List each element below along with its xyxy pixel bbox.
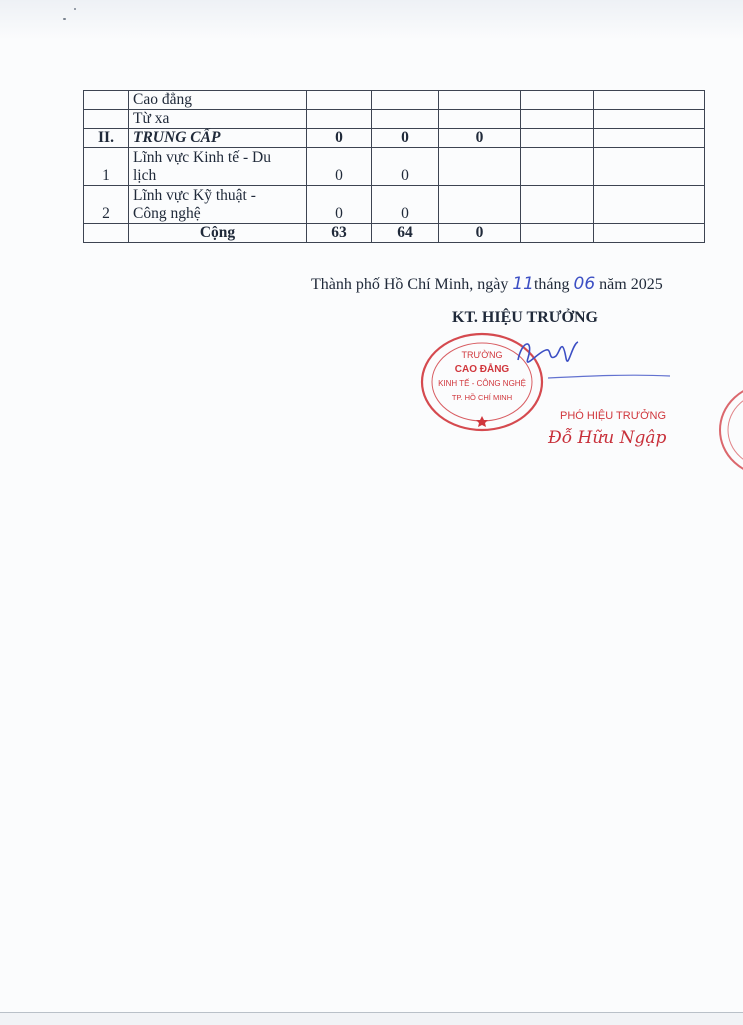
date-line: [311, 274, 663, 294]
total-value: 63: [307, 224, 372, 243]
table-row: [84, 91, 705, 110]
table-cell: 0: [372, 129, 439, 148]
table-cell: [521, 129, 594, 148]
table-cell: 0: [307, 129, 372, 148]
signatory-role: PHÓ HIỆU TRƯỞNG: [560, 410, 667, 422]
row-number: [84, 110, 129, 129]
table-cell: [594, 110, 705, 129]
table-cell: 0: [307, 148, 372, 186]
section-number: II.: [84, 129, 129, 148]
date-month-word: tháng: [533, 276, 570, 293]
table-cell: 0: [307, 186, 372, 224]
row-label: [129, 186, 307, 224]
row-label: [129, 148, 307, 186]
row-label: Từ xa: [129, 110, 307, 129]
table-cell: [594, 186, 705, 224]
seal-line-1: TRƯỜNG: [461, 350, 503, 360]
date-year: năm 2025: [599, 276, 663, 293]
table-cell: 0: [439, 129, 521, 148]
table-row-total: [84, 224, 705, 243]
row-number: [84, 91, 129, 110]
row-number: 1: [84, 148, 129, 186]
seal-line-2: CAO ĐẲNG: [454, 364, 510, 375]
table-cell: [521, 91, 594, 110]
table-cell: [307, 91, 372, 110]
scan-speck: [63, 18, 66, 20]
table-cell: [439, 91, 521, 110]
signatory-title: KT. HIỆU TRƯỞNG: [452, 309, 598, 326]
partial-seal: [712, 380, 743, 480]
scan-edge-bottom: [0, 1012, 743, 1025]
table-cell: [372, 110, 439, 129]
row-label: Cao đẳng: [129, 91, 307, 110]
table-cell: [521, 110, 594, 129]
table-cell: 0: [372, 148, 439, 186]
table-cell: [372, 91, 439, 110]
total-value: 0: [439, 224, 521, 243]
date-prefix: Thành phố Hồ Chí Minh, ngày: [311, 276, 509, 293]
table-cell: [439, 148, 521, 186]
handwritten-signature: [498, 330, 678, 390]
table-row-section: [84, 129, 705, 148]
table-cell: [594, 129, 705, 148]
row-label-line: lịch: [133, 167, 157, 184]
table-cell: [307, 110, 372, 129]
table-cell: [521, 186, 594, 224]
table-row: [84, 110, 705, 129]
seal-line-3: KINH TẾ - CÔNG NGHỆ: [438, 379, 526, 388]
total-value: 64: [372, 224, 439, 243]
table-cell: [521, 148, 594, 186]
table-cell: [439, 110, 521, 129]
signatory-name: Đỗ Hữu Ngập: [548, 428, 667, 448]
row-label-line: Lĩnh vực Kỹ thuật -: [133, 187, 256, 204]
row-number: 2: [84, 186, 129, 224]
row-label-line: Lĩnh vực Kinh tế - Du: [133, 149, 271, 166]
table-cell: [439, 186, 521, 224]
total-label: Cộng: [129, 224, 307, 243]
seal-line-4: TP. HỒ CHÍ MINH: [451, 393, 513, 402]
table-row: [84, 186, 705, 224]
section-label: TRUNG CẤP: [129, 129, 307, 148]
table-cell: [521, 224, 594, 243]
date-month: 06: [573, 274, 596, 294]
table-cell: [84, 224, 129, 243]
scan-shadow-top: [0, 0, 743, 40]
scan-speck: [74, 8, 76, 10]
statistics-table: [83, 90, 705, 243]
star-icon: [476, 416, 488, 427]
row-label-line: Công nghệ: [133, 205, 201, 222]
date-day: 11: [512, 274, 534, 294]
table-cell: [594, 91, 705, 110]
table-row: [84, 148, 705, 186]
table-cell: [594, 148, 705, 186]
table-cell: 0: [372, 186, 439, 224]
table-cell: [594, 224, 705, 243]
